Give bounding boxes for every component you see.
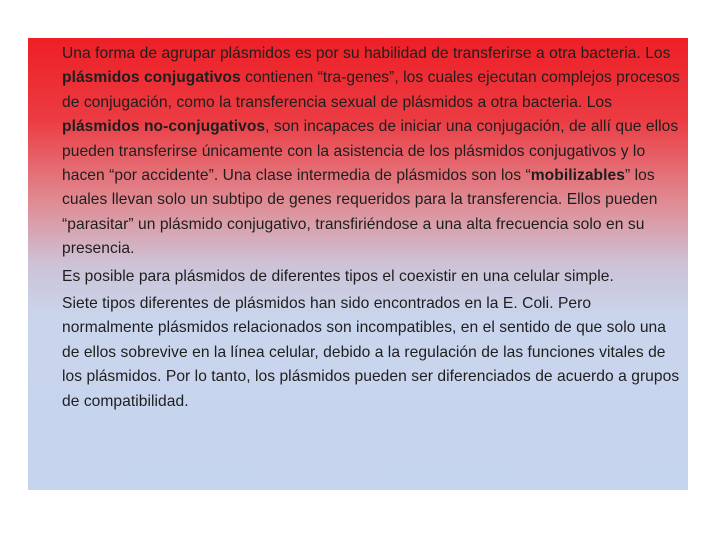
text-body [62,42,680,414]
paragraph-coexist [62,265,680,289]
text-segment: Siete tipos diferentes de plásmidos han sido encontrados en la E. Coli. Pero normalmente plásmidos relacionados son incompatibles, en el sentido de que solo una de ellos sobrevive en la línea celular, debido a la regulación de las funciones vitales de los plásmidos. Por lo tanto, los plásmidos pueden ser diferenciados de acuerdo a grupos de compatibilidad. [62,295,680,410]
text-segment: , son incapaces de iniciar una conjugación, de allí que ellos pueden transferirse únicamente con la asistencia de los plásmidos conjugativos y lo hacen “por accidente”. Una clase intermedia de plásmidos son los “ [62,118,679,185]
text-segment: Una forma de agrupar plásmidos es por su habilidad de transferirse a otra bacteria. Los [62,45,671,62]
bold-term-conjugativos: plásmidos conjugativos [62,69,241,87]
text-segment: ” los cuales llevan solo un subtipo de genes requeridos para la transferencia. Ellos pueden “parasitar” un plásmido conjugativo, transfiriéndose a una alta frecuencia solo en su presencia. [62,167,658,258]
text-segment: contienen “tra-genes”, los cuales ejecutan complejos procesos de conjugación, como la transferencia sexual de plásmidos a otra bacteria. Los [62,69,680,111]
bold-term-no-conjugativos: plásmidos no-conjugativos [62,118,266,136]
slide-panel [28,38,688,490]
text-segment: Es posible para plásmidos de diferentes tipos el coexistir en una celular simple. [62,267,614,285]
paragraph-conjugation [62,42,680,262]
bold-term-mobilizables: mobilizables [530,167,625,185]
paragraph-compatibility [62,292,680,414]
